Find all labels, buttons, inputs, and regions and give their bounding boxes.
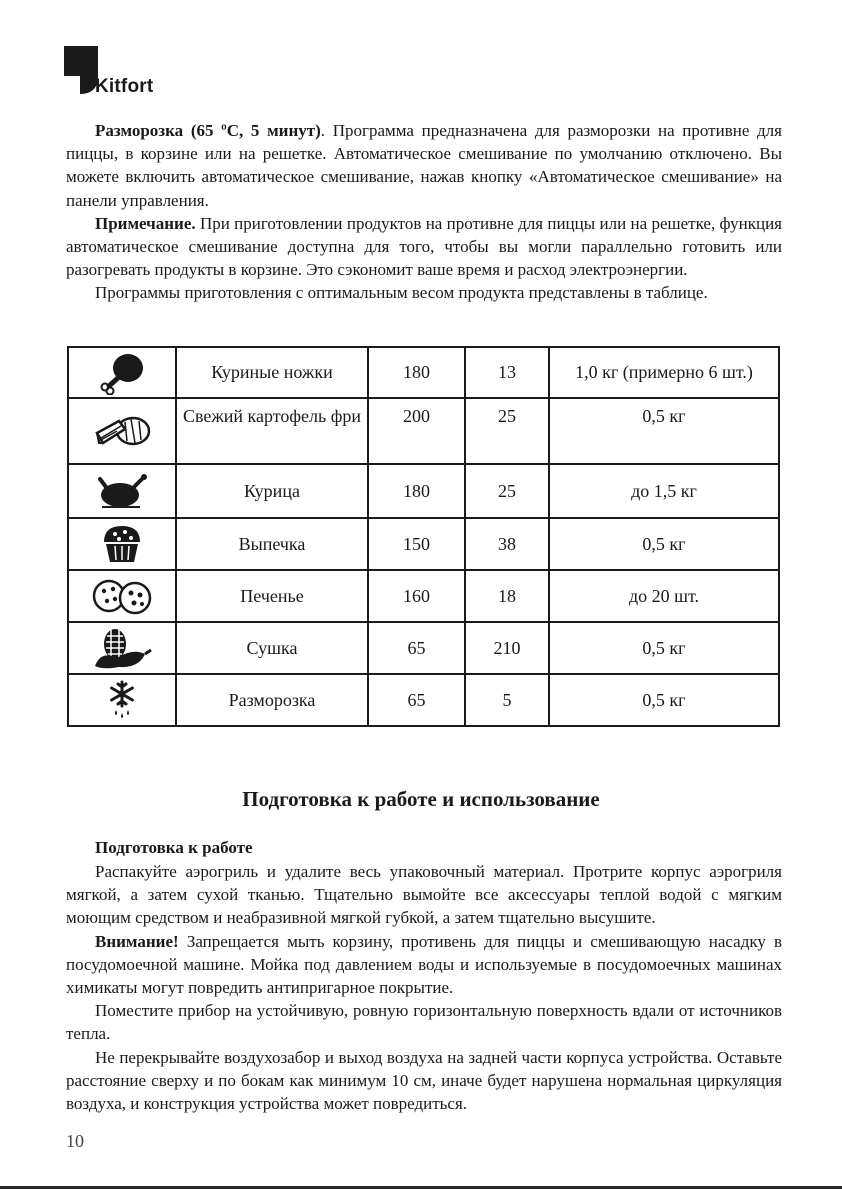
paragraph: [66, 281, 782, 304]
table-row: [68, 464, 779, 518]
paragraph: [66, 119, 782, 212]
program-time: 13: [465, 347, 549, 398]
program-weight: до 20 шт.: [549, 570, 779, 622]
paragraph-text: Запрещается мыть корзину, противень для пиццы и смешивающую насадку в посудомоечной машине. Мойка под давлением воды и используемые в посудомоечных машинах химикаты могут повредить антипригарное покрытие.: [66, 931, 782, 998]
roast-chicken-icon: [94, 471, 150, 511]
icon-cell: [68, 570, 176, 622]
program-name: Куриные ножки: [176, 347, 368, 398]
fries-icon: [91, 409, 153, 453]
paragraph: [66, 1046, 782, 1116]
program-time: 25: [465, 398, 549, 464]
kitfort-logo-icon: [64, 46, 98, 94]
paragraph-text: Не перекрывайте воздухозабор и выход воздуха на задней части корпуса устройства. Оставьте расстояние сверху и по бокам как минимум 10 см, иначе будет нарушена нормальная циркуляция воздуха, и конструкция устройства может повредиться.: [66, 1047, 782, 1114]
program-time: 5: [465, 674, 549, 726]
paragraph-text: Программы приготовления с оптимальным весом продукта представлены в таблице.: [95, 283, 708, 303]
program-weight: 0,5 кг: [549, 398, 779, 464]
program-temperature: 180: [368, 347, 465, 398]
table-row: [68, 347, 779, 398]
dried-vegetables-icon: [89, 626, 155, 670]
program-time: 25: [465, 464, 549, 518]
paragraph-text: Поместите прибор на устойчивую, ровную горизонтальную поверхность вдали от источников тепла.: [66, 1001, 782, 1044]
program-time: 210: [465, 622, 549, 674]
program-name: Свежий картофель фри: [176, 398, 368, 464]
subsection-title: Подготовка к работе: [95, 838, 253, 857]
table-row: [68, 674, 779, 726]
program-name: Разморозка: [176, 674, 368, 726]
icon-cell: [68, 398, 176, 464]
paragraph: [66, 930, 782, 1000]
muffin-icon: [100, 522, 144, 566]
cookies-icon: [89, 574, 155, 618]
paragraph-text: При приготовлении продуктов на противне для пиццы или на решетке, функция автоматическое смешивание доступна для того, чтобы вы могли параллельно готовить или разогревать продукты в корзине. Это сэкономит ваше время и расход электроэнергии.: [66, 213, 782, 280]
program-name: Выпечка: [176, 518, 368, 570]
program-temperature: 180: [368, 464, 465, 518]
section-title: Подготовка к работе и использование: [242, 787, 600, 811]
snowflake-icon: [102, 678, 142, 722]
icon-cell: [68, 464, 176, 518]
program-weight: 0,5 кг: [549, 622, 779, 674]
program-name: Курица: [176, 464, 368, 518]
programs-table: [67, 346, 780, 727]
icon-cell: [68, 674, 176, 726]
program-temperature: 150: [368, 518, 465, 570]
program-time: 18: [465, 570, 549, 622]
program-temperature: 160: [368, 570, 465, 622]
program-temperature: 200: [368, 398, 465, 464]
table-row: [68, 570, 779, 622]
table-row: [68, 398, 779, 464]
icon-cell: [68, 347, 176, 398]
program-weight: до 1,5 кг: [549, 464, 779, 518]
table-row: [68, 622, 779, 674]
paragraph-bold: Примечание.: [95, 213, 196, 233]
program-temperature: 65: [368, 622, 465, 674]
brand-logo: [64, 46, 184, 106]
paragraph-bold: Внимание!: [95, 931, 179, 951]
paragraph-text: Распакуйте аэрогриль и удалите весь упаковочный материал. Протрите корпус аэрогриля мягкой, а затем сухой тканью. Тщательно вымойте все аксессуары теплой водой с мягким моющим средством и неабразивной мягкой губкой, а затем тщательно высушите.: [66, 862, 782, 928]
program-name: Сушка: [176, 622, 368, 674]
icon-cell: [68, 622, 176, 674]
paragraph-text: . Программа предназначена для разморозки на противне для пиццы, в корзине или на решетке. Автоматическое смешивание по умолчанию отключено. Вы можете включить автоматическое смешивание, нажав кнопку «Автоматическое смешивание» на панели управления.: [66, 121, 782, 210]
paragraph: [66, 999, 782, 1045]
paragraph-bold: Разморозка (65 ºC, 5 минут): [95, 121, 321, 140]
table-row: [68, 518, 779, 570]
paragraph: [66, 860, 782, 930]
program-weight: 0,5 кг: [549, 674, 779, 726]
page-number: 10: [66, 1131, 84, 1151]
program-weight: 0,5 кг: [549, 518, 779, 570]
intro-text: [66, 119, 782, 305]
program-weight: 1,0 кг (примерно 6 шт.): [549, 347, 779, 398]
icon-cell: [68, 518, 176, 570]
usage-text: [66, 860, 782, 1115]
chicken-leg-icon: [92, 351, 152, 395]
program-temperature: 65: [368, 674, 465, 726]
paragraph: [66, 212, 782, 282]
program-time: 38: [465, 518, 549, 570]
brand-name: Kitfort: [95, 76, 154, 97]
program-name: Печенье: [176, 570, 368, 622]
